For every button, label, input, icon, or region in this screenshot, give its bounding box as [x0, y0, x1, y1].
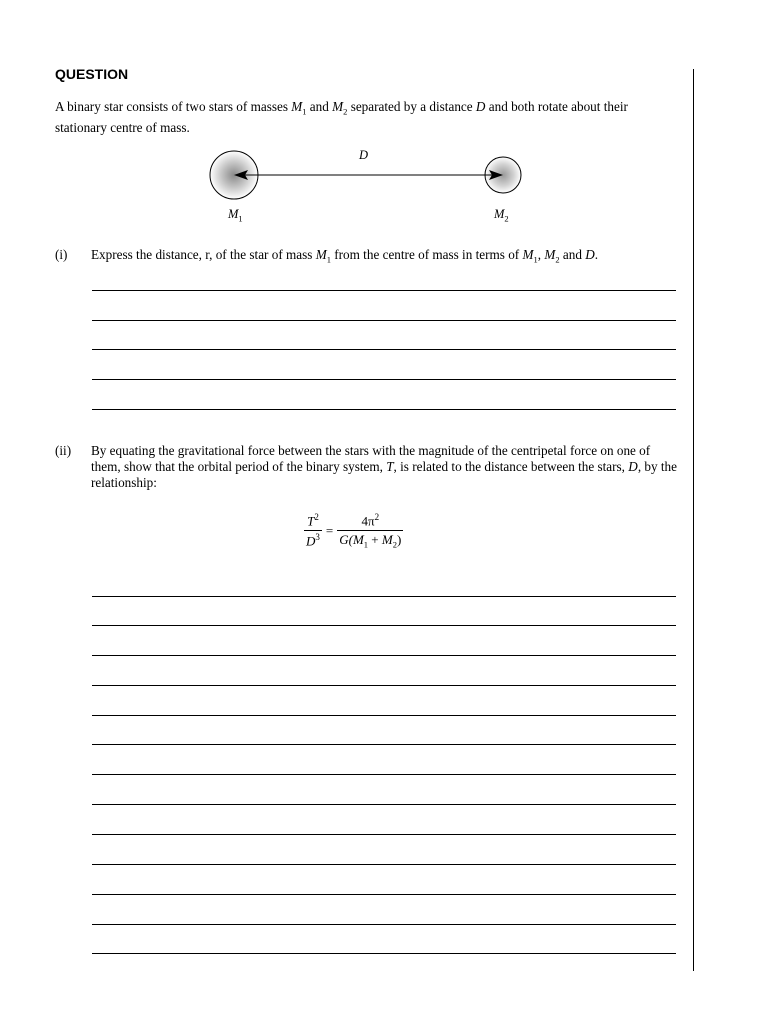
formula-lhs: $\frac{T^2}{D^3}$ [306, 512, 320, 549]
answer-line[interactable] [92, 596, 676, 597]
star-m2-label: $M_2$ [494, 207, 509, 224]
answer-line[interactable] [92, 864, 676, 865]
question-ii-text: By equating the gravitational force between the stars with the magnitude of the centripetal force on one of them, show that the orbital period of the binary system, T, is related to the distance between the stars, D, by the relationship: [91, 443, 678, 490]
formula-rhs: $\frac{4\pi^2}{G(M_1 + M_2)}$ [339, 512, 402, 550]
answer-line[interactable] [92, 804, 676, 805]
answer-line[interactable] [92, 409, 676, 410]
answer-line[interactable] [92, 924, 676, 925]
answer-line[interactable] [92, 715, 676, 716]
answer-line[interactable] [92, 685, 676, 686]
answer-line[interactable] [92, 320, 676, 321]
answer-line[interactable] [92, 349, 676, 350]
answer-line[interactable] [92, 774, 676, 775]
intro-text: A binary star consists of two stars of masses $M_1$ and $M_2$ separated by a distance D and both rotate about their stationary centre of mass. [55, 99, 628, 135]
formula-equals: = [325, 522, 334, 538]
answer-line[interactable] [92, 290, 676, 291]
question-number-i: (i) [55, 247, 68, 262]
answer-line[interactable] [92, 744, 676, 745]
orbital-period-formula [304, 512, 403, 550]
answer-line[interactable] [92, 655, 676, 656]
distance-label: D [359, 148, 369, 162]
answer-line[interactable] [92, 625, 676, 626]
question-heading: QUESTION [55, 66, 129, 82]
question-i-text: Express the distance, r, of the star of mass $M_1$ from the centre of mass in terms of $M_1$, $M_2$ and D. [91, 247, 599, 265]
answer-line[interactable] [92, 379, 676, 380]
answer-line[interactable] [92, 953, 676, 954]
answer-line[interactable] [92, 834, 676, 835]
question-number-ii: (ii) [55, 443, 72, 458]
answer-line[interactable] [92, 894, 676, 895]
star-m1-label: $M_1$ [228, 207, 243, 224]
